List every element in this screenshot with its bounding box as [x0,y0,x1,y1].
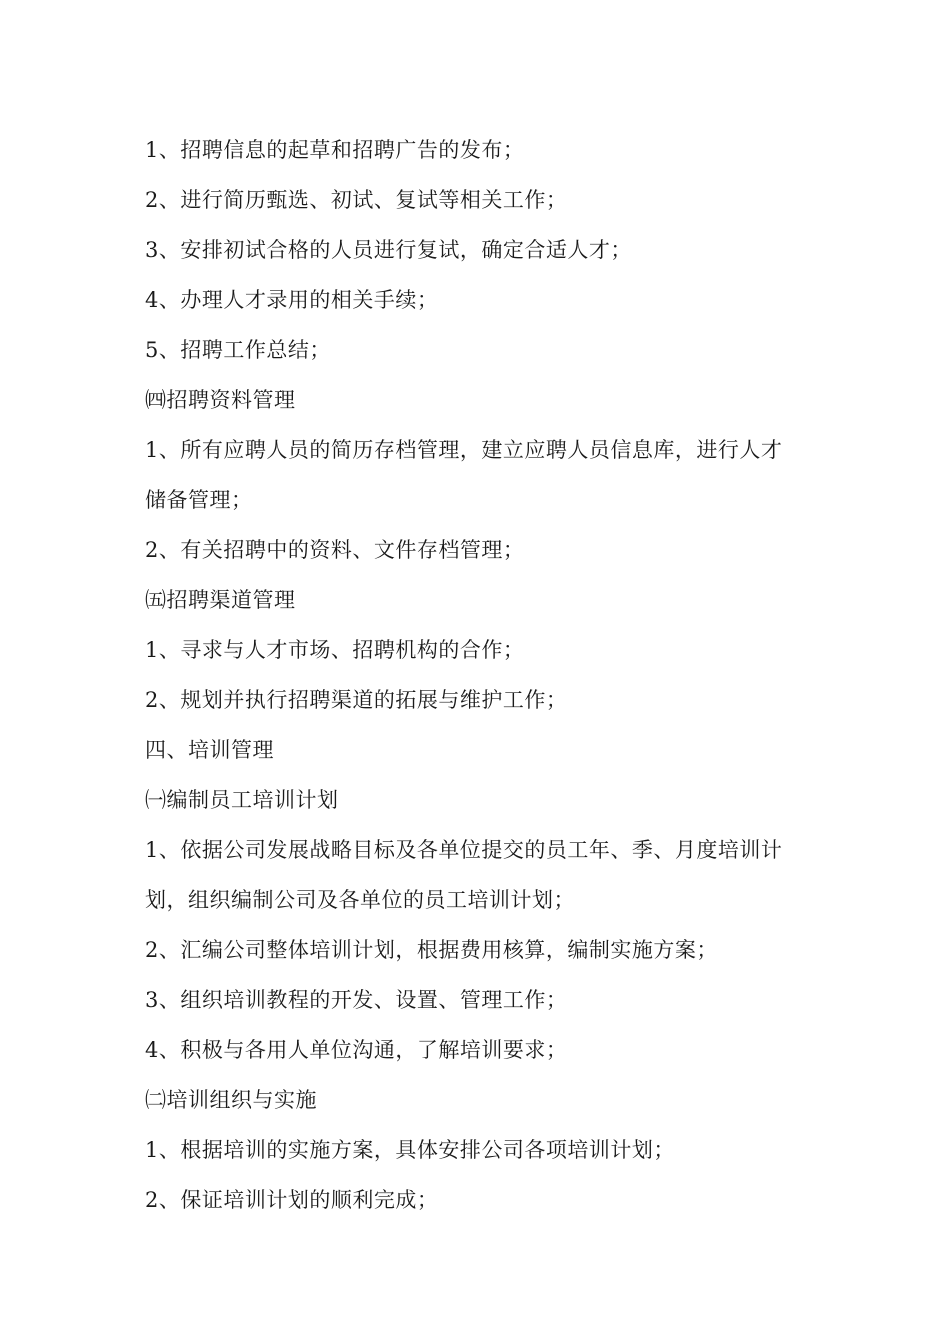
section-heading-recruit-materials: ㈣招聘资料管理 [145,388,296,412]
recruit-task-4: 4、办理人才录用的相关手续； [145,288,439,312]
recruit-task-3: 3、安排初试合格的人员进行复试，确定合适人才； [145,238,632,262]
materials-task-2: 2、有关招聘中的资料、文件存档管理； [145,538,525,562]
section-heading-recruit-channels: ㈤招聘渠道管理 [145,588,296,612]
recruit-task-2: 2、进行简历甄选、初试、复试等相关工作； [145,188,568,212]
plan-task-4: 4、积极与各用人单位沟通，了解培训要求； [145,1038,568,1062]
plan-task-1: 1、依据公司发展战略目标及各单位提交的员工年、季、月度培训计 [145,838,783,862]
implementation-task-1: 1、根据培训的实施方案，具体安排公司各项培训计划； [145,1138,675,1162]
section-heading-training-implementation: ㈡培训组织与实施 [145,1088,317,1112]
implementation-task-2: 2、保证培训计划的顺利完成； [145,1188,439,1212]
section-heading-training-plan: ㈠编制员工培训计划 [145,788,339,812]
materials-task-1: 1、所有应聘人员的简历存档管理，建立应聘人员信息库，进行人才 [145,438,783,462]
channels-task-1: 1、寻求与人才市场、招聘机构的合作； [145,638,525,662]
channels-task-2: 2、规划并执行招聘渠道的拓展与维护工作； [145,688,568,712]
recruit-task-5: 5、招聘工作总结； [145,338,331,362]
plan-task-2: 2、汇编公司整体培训计划，根据费用核算，编制实施方案； [145,938,718,962]
chapter-heading-training: 四、培训管理 [145,738,274,762]
plan-task-1-cont: 划，组织编制公司及各单位的员工培训计划； [145,888,575,912]
plan-task-3: 3、组织培训教程的开发、设置、管理工作； [145,988,568,1012]
materials-task-1-cont: 储备管理； [145,488,253,512]
recruit-task-1: 1、招聘信息的起草和招聘广告的发布； [145,138,525,162]
